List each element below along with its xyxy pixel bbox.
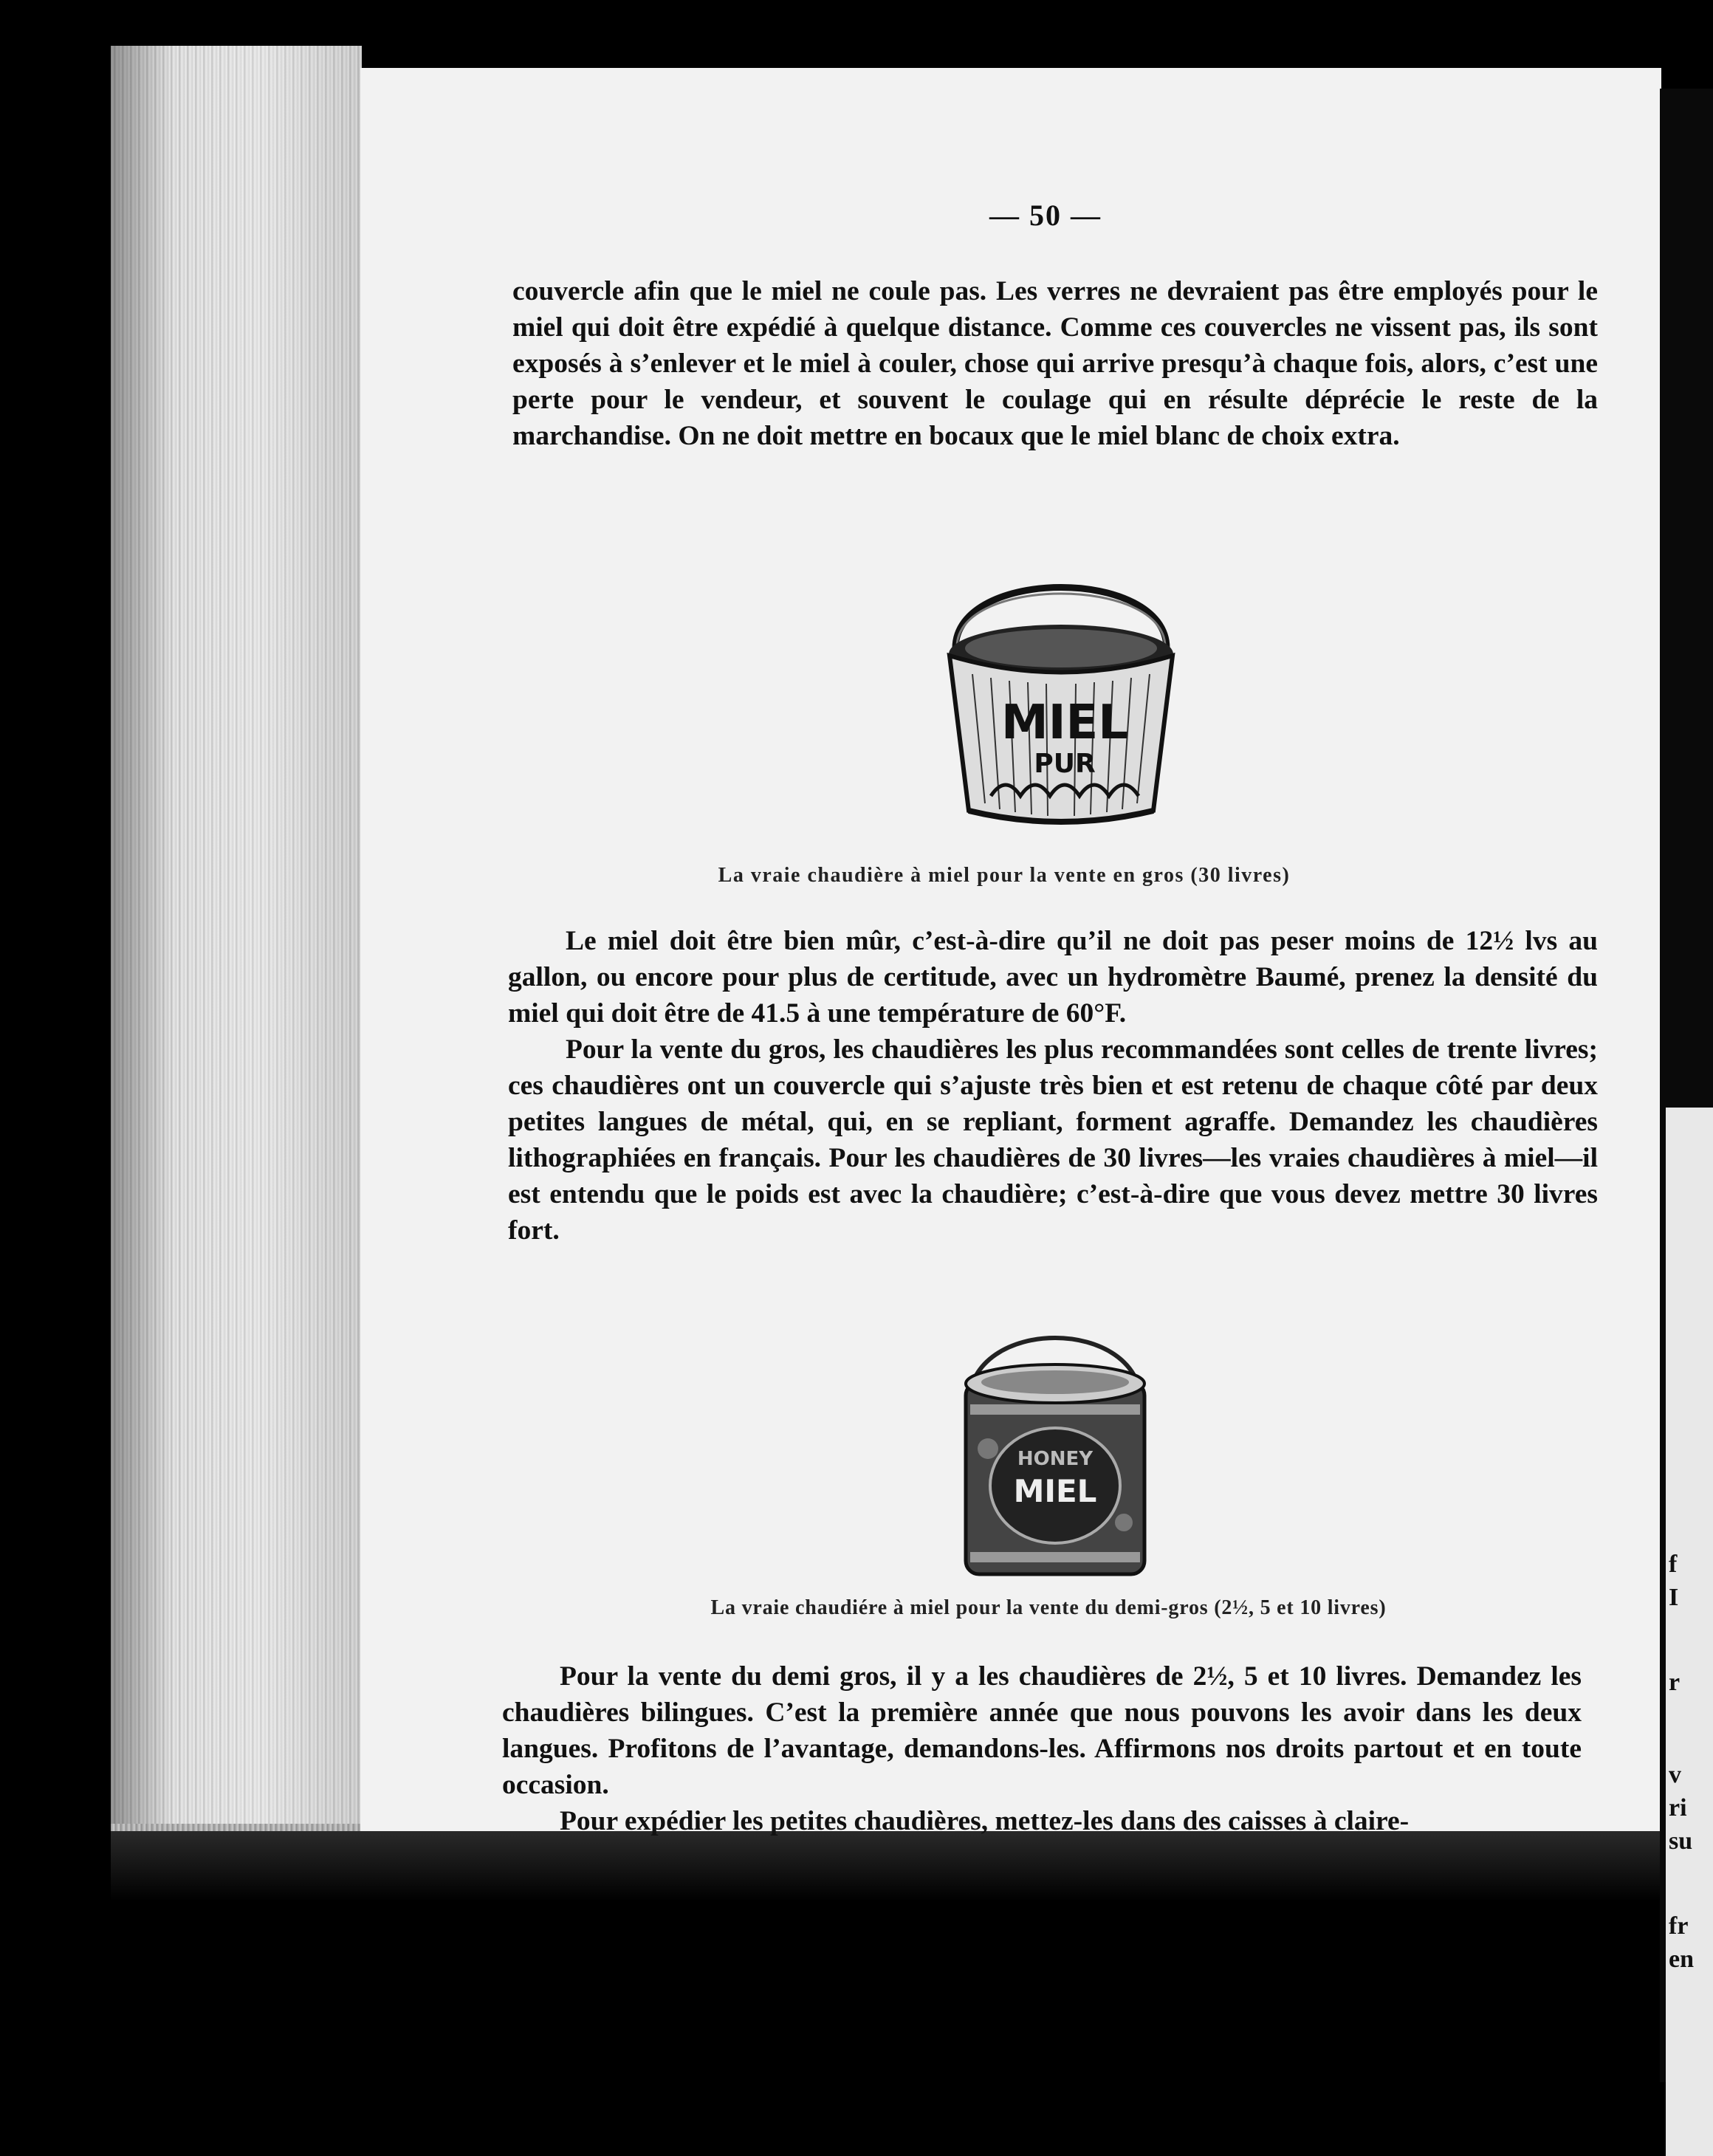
adjacent-fragment: f <box>1669 1551 1678 1578</box>
pail-label-main: MIEL <box>1001 696 1128 750</box>
adjacent-fragment: su <box>1669 1827 1693 1855</box>
page-number: — 50 — <box>989 199 1102 232</box>
figure-caption: La vraie chaudière à miel pour la vente en gros (30 livres) <box>718 864 1291 887</box>
text-block-middle <box>508 923 1598 1249</box>
text-block-bottom <box>502 1658 1582 1839</box>
book-page-edges <box>111 46 362 1825</box>
pail-label-sub: PUR <box>1034 749 1096 779</box>
honey-pail-large-illustration <box>939 538 1183 840</box>
paragraph: Pour la vente du gros, les chaudières les plus recommandées sont celles de trente livres; ces chaudières ont un couvercle qui s’ajuste très bien et est retenu de chaque côté par deux petites langues de métal, qui, en se repliant, forment agraffe. Demandez les chaudières lithographiées en français. Pour les chaudières de 30 livres—les vraies chaudières à miel—il est entendu que le poids est avec la chaudière; c’est-à-dire que vous devez mettre 30 livres fort. <box>508 1034 1598 1246</box>
paragraph: Le miel doit être bien mûr, c’est-à-dire qu’il ne doit pas peser moins de 12½ lvs au gallon, ou encore pour plus de certitude, avec un hydromètre Baumé, prenez la densité du miel qui doit être de 41.5 à une température de 60°F. <box>508 926 1598 1029</box>
adjacent-fragment: I <box>1669 1584 1679 1611</box>
adjacent-fragment: ri <box>1669 1794 1687 1822</box>
adjacent-fragment: en <box>1669 1946 1694 1973</box>
adjacent-fragment: v <box>1669 1761 1681 1788</box>
adjacent-fragment: r <box>1669 1669 1681 1696</box>
paragraph: Pour la vente du demi gros, il y a les chaudières de 2½, 5 et 10 livres. Demandez les chaudières bilingues. C’est la première année que nous pouvons les avoir dans les deux langues. Profitons de l’avantage, demandons-les. Affirmons nos droits partout et en toute occasion. <box>502 1661 1582 1800</box>
pail-label-top: HONEY <box>1017 1448 1094 1470</box>
figure-caption: La vraie chaudiére à miel pour la vente du demi-gros (2½, 5 et 10 livres) <box>710 1596 1387 1619</box>
honey-pail-small-illustration <box>955 1301 1155 1589</box>
adjacent-page-strip <box>1660 89 1713 2082</box>
adjacent-fragment: fr <box>1669 1912 1689 1940</box>
paragraph: Pour expédier les petites chaudières, mettez-les dans des caisses à claire- <box>560 1806 1410 1836</box>
page-bottom-shadow <box>111 1831 1676 1901</box>
text-block-top <box>512 273 1598 454</box>
paragraph: couvercle afin que le miel ne coule pas. Les verres ne devraient pas être employés pour le miel qui doit être expédié à quelque distance. Comme ces couvercles ne vissent pas, ils sont exposés à s’enlever et le miel à couler, chose qui arrive presqu’à chaque fois, alors, c’est une perte pour le vendeur, et souvent le coulage qui en résulte déprécie le reste de la marchandise. On ne doit mettre en bocaux que le miel blanc de choix extra. <box>512 276 1598 451</box>
pail-label-main: MIEL <box>1013 1473 1097 1509</box>
adjacent-page <box>1666 1108 1713 2156</box>
